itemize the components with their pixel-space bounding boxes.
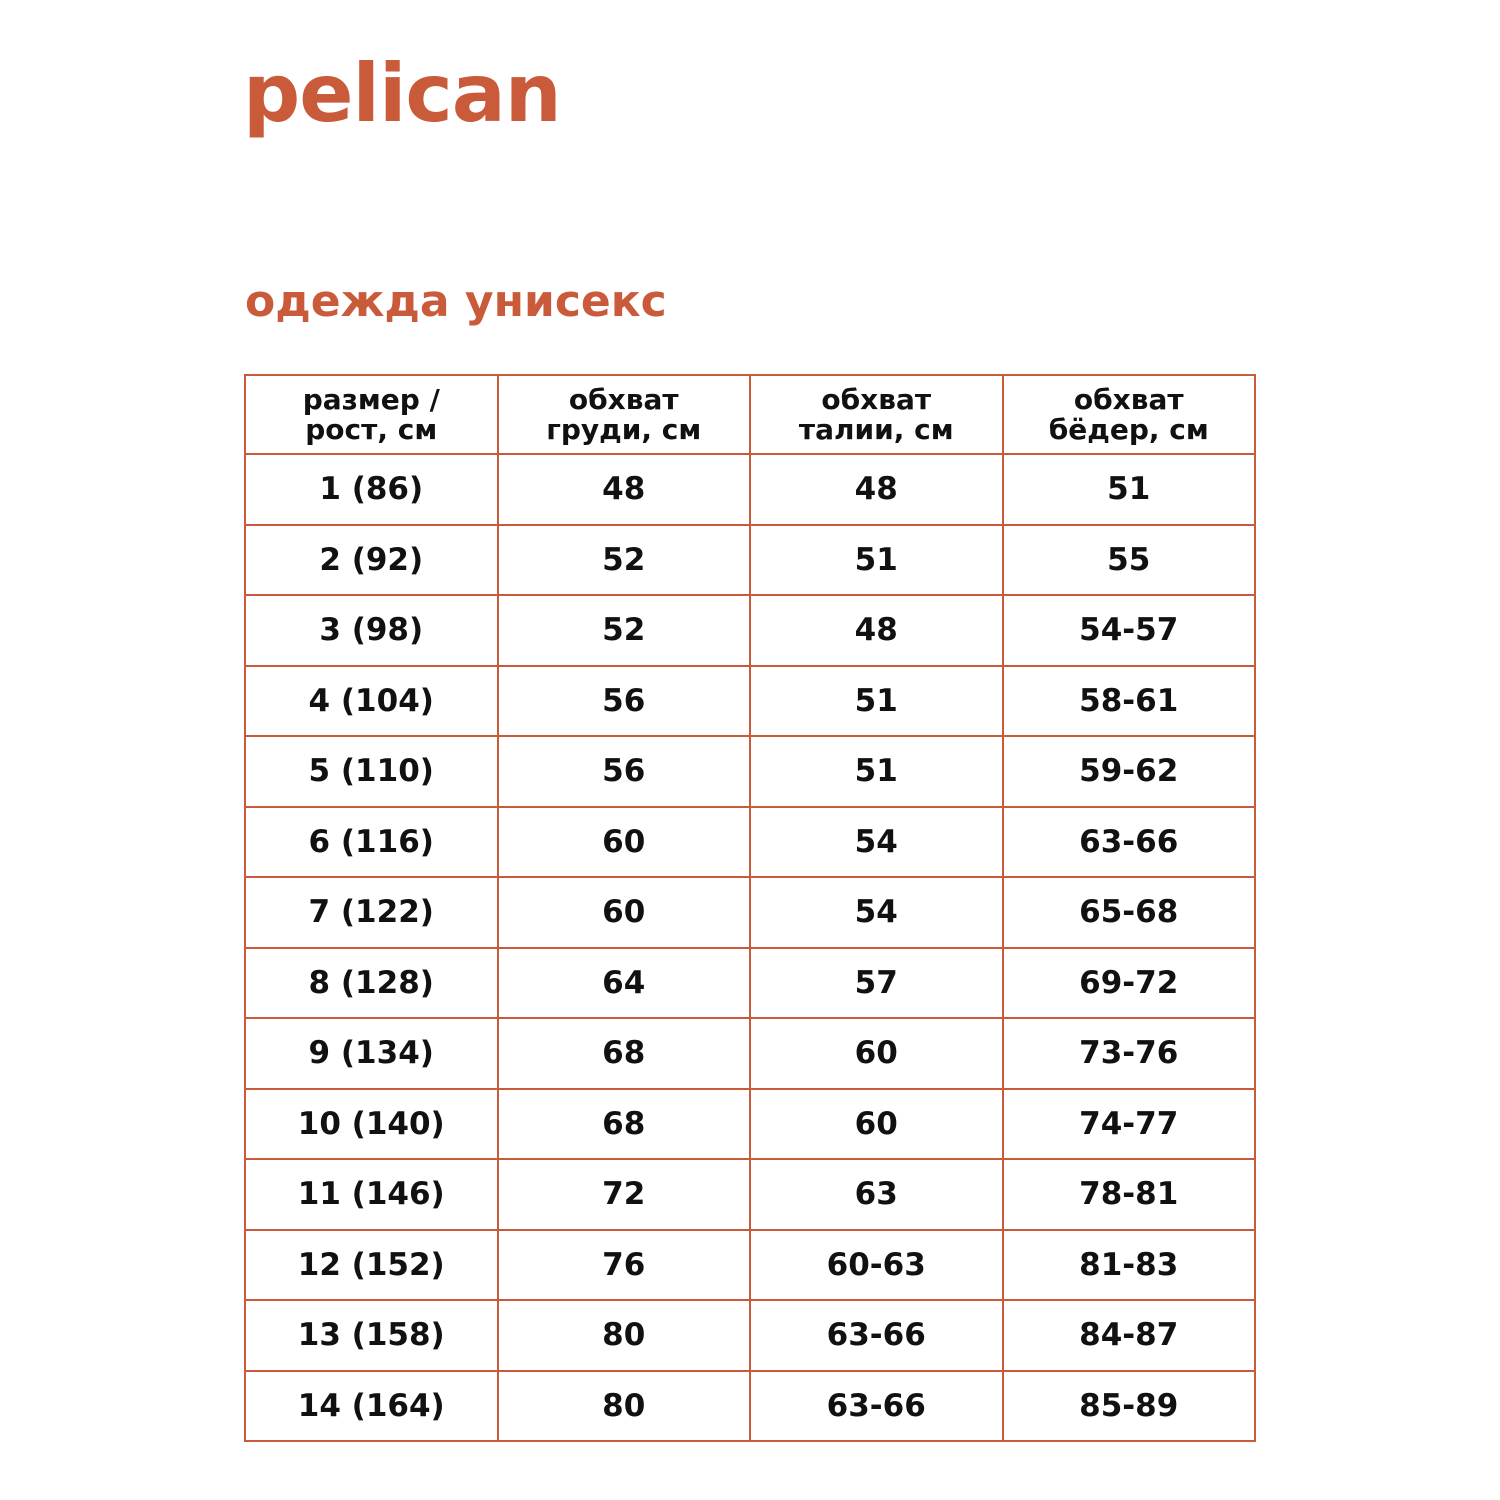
size-table (244, 374, 1256, 1442)
table-row (245, 736, 1255, 807)
table-row (245, 1230, 1255, 1301)
table-row (245, 948, 1255, 1019)
cell-chest: 68 (498, 1089, 751, 1160)
table-row (245, 666, 1255, 737)
cell-waist: 63-66 (750, 1300, 1003, 1371)
header-hips (1003, 375, 1256, 454)
cell-size-height: 7 (122) (245, 877, 498, 948)
header-line: бёдер, см (1048, 412, 1209, 446)
cell-hips: 85-89 (1003, 1371, 1256, 1442)
cell-chest: 80 (498, 1371, 751, 1442)
cell-size-height: 14 (164) (245, 1371, 498, 1442)
cell-chest: 72 (498, 1159, 751, 1230)
cell-chest: 80 (498, 1300, 751, 1371)
header-waist (750, 375, 1003, 454)
header-line: обхват (821, 382, 932, 416)
brand-logo: pelican (243, 47, 561, 140)
cell-hips: 78-81 (1003, 1159, 1256, 1230)
cell-waist: 57 (750, 948, 1003, 1019)
cell-size-height: 5 (110) (245, 736, 498, 807)
table-row (245, 454, 1255, 525)
cell-hips: 69-72 (1003, 948, 1256, 1019)
cell-chest: 60 (498, 807, 751, 878)
cell-size-height: 4 (104) (245, 666, 498, 737)
table-row (245, 595, 1255, 666)
table-row (245, 1371, 1255, 1442)
cell-waist: 51 (750, 666, 1003, 737)
cell-waist: 60 (750, 1018, 1003, 1089)
cell-chest: 56 (498, 736, 751, 807)
table-header-row (245, 375, 1255, 454)
table-row (245, 1089, 1255, 1160)
cell-size-height: 11 (146) (245, 1159, 498, 1230)
cell-waist: 51 (750, 525, 1003, 596)
cell-waist: 63 (750, 1159, 1003, 1230)
table-body (245, 454, 1255, 1441)
header-line: груди, см (546, 412, 702, 446)
cell-hips: 74-77 (1003, 1089, 1256, 1160)
cell-chest: 64 (498, 948, 751, 1019)
cell-size-height: 12 (152) (245, 1230, 498, 1301)
header-chest (498, 375, 751, 454)
cell-size-height: 6 (116) (245, 807, 498, 878)
cell-chest: 52 (498, 595, 751, 666)
cell-waist: 63-66 (750, 1371, 1003, 1442)
cell-size-height: 2 (92) (245, 525, 498, 596)
cell-hips: 54-57 (1003, 595, 1256, 666)
cell-chest: 56 (498, 666, 751, 737)
cell-hips: 84-87 (1003, 1300, 1256, 1371)
table-row (245, 1159, 1255, 1230)
cell-hips: 63-66 (1003, 807, 1256, 878)
cell-waist: 54 (750, 877, 1003, 948)
table-row (245, 1300, 1255, 1371)
cell-hips: 51 (1003, 454, 1256, 525)
cell-waist: 54 (750, 807, 1003, 878)
cell-chest: 76 (498, 1230, 751, 1301)
header-line: обхват (568, 382, 679, 416)
cell-waist: 51 (750, 736, 1003, 807)
cell-hips: 58-61 (1003, 666, 1256, 737)
table-row (245, 525, 1255, 596)
table-row (245, 1018, 1255, 1089)
header-line: талии, см (798, 412, 954, 446)
cell-hips: 73-76 (1003, 1018, 1256, 1089)
cell-chest: 60 (498, 877, 751, 948)
cell-hips: 55 (1003, 525, 1256, 596)
cell-size-height: 1 (86) (245, 454, 498, 525)
cell-hips: 81-83 (1003, 1230, 1256, 1301)
cell-hips: 59-62 (1003, 736, 1256, 807)
cell-waist: 60-63 (750, 1230, 1003, 1301)
header-size-height (245, 375, 498, 454)
cell-size-height: 8 (128) (245, 948, 498, 1019)
cell-size-height: 13 (158) (245, 1300, 498, 1371)
cell-chest: 48 (498, 454, 751, 525)
cell-size-height: 3 (98) (245, 595, 498, 666)
cell-chest: 52 (498, 525, 751, 596)
cell-chest: 68 (498, 1018, 751, 1089)
table-row (245, 877, 1255, 948)
cell-waist: 48 (750, 595, 1003, 666)
cell-waist: 48 (750, 454, 1003, 525)
header-line: рост, см (305, 412, 438, 446)
cell-waist: 60 (750, 1089, 1003, 1160)
page-title: одежда унисекс (245, 276, 667, 327)
table-row (245, 807, 1255, 878)
cell-size-height: 9 (134) (245, 1018, 498, 1089)
header-line: размер / (302, 382, 440, 416)
cell-size-height: 10 (140) (245, 1089, 498, 1160)
cell-hips: 65-68 (1003, 877, 1256, 948)
header-line: обхват (1073, 382, 1184, 416)
